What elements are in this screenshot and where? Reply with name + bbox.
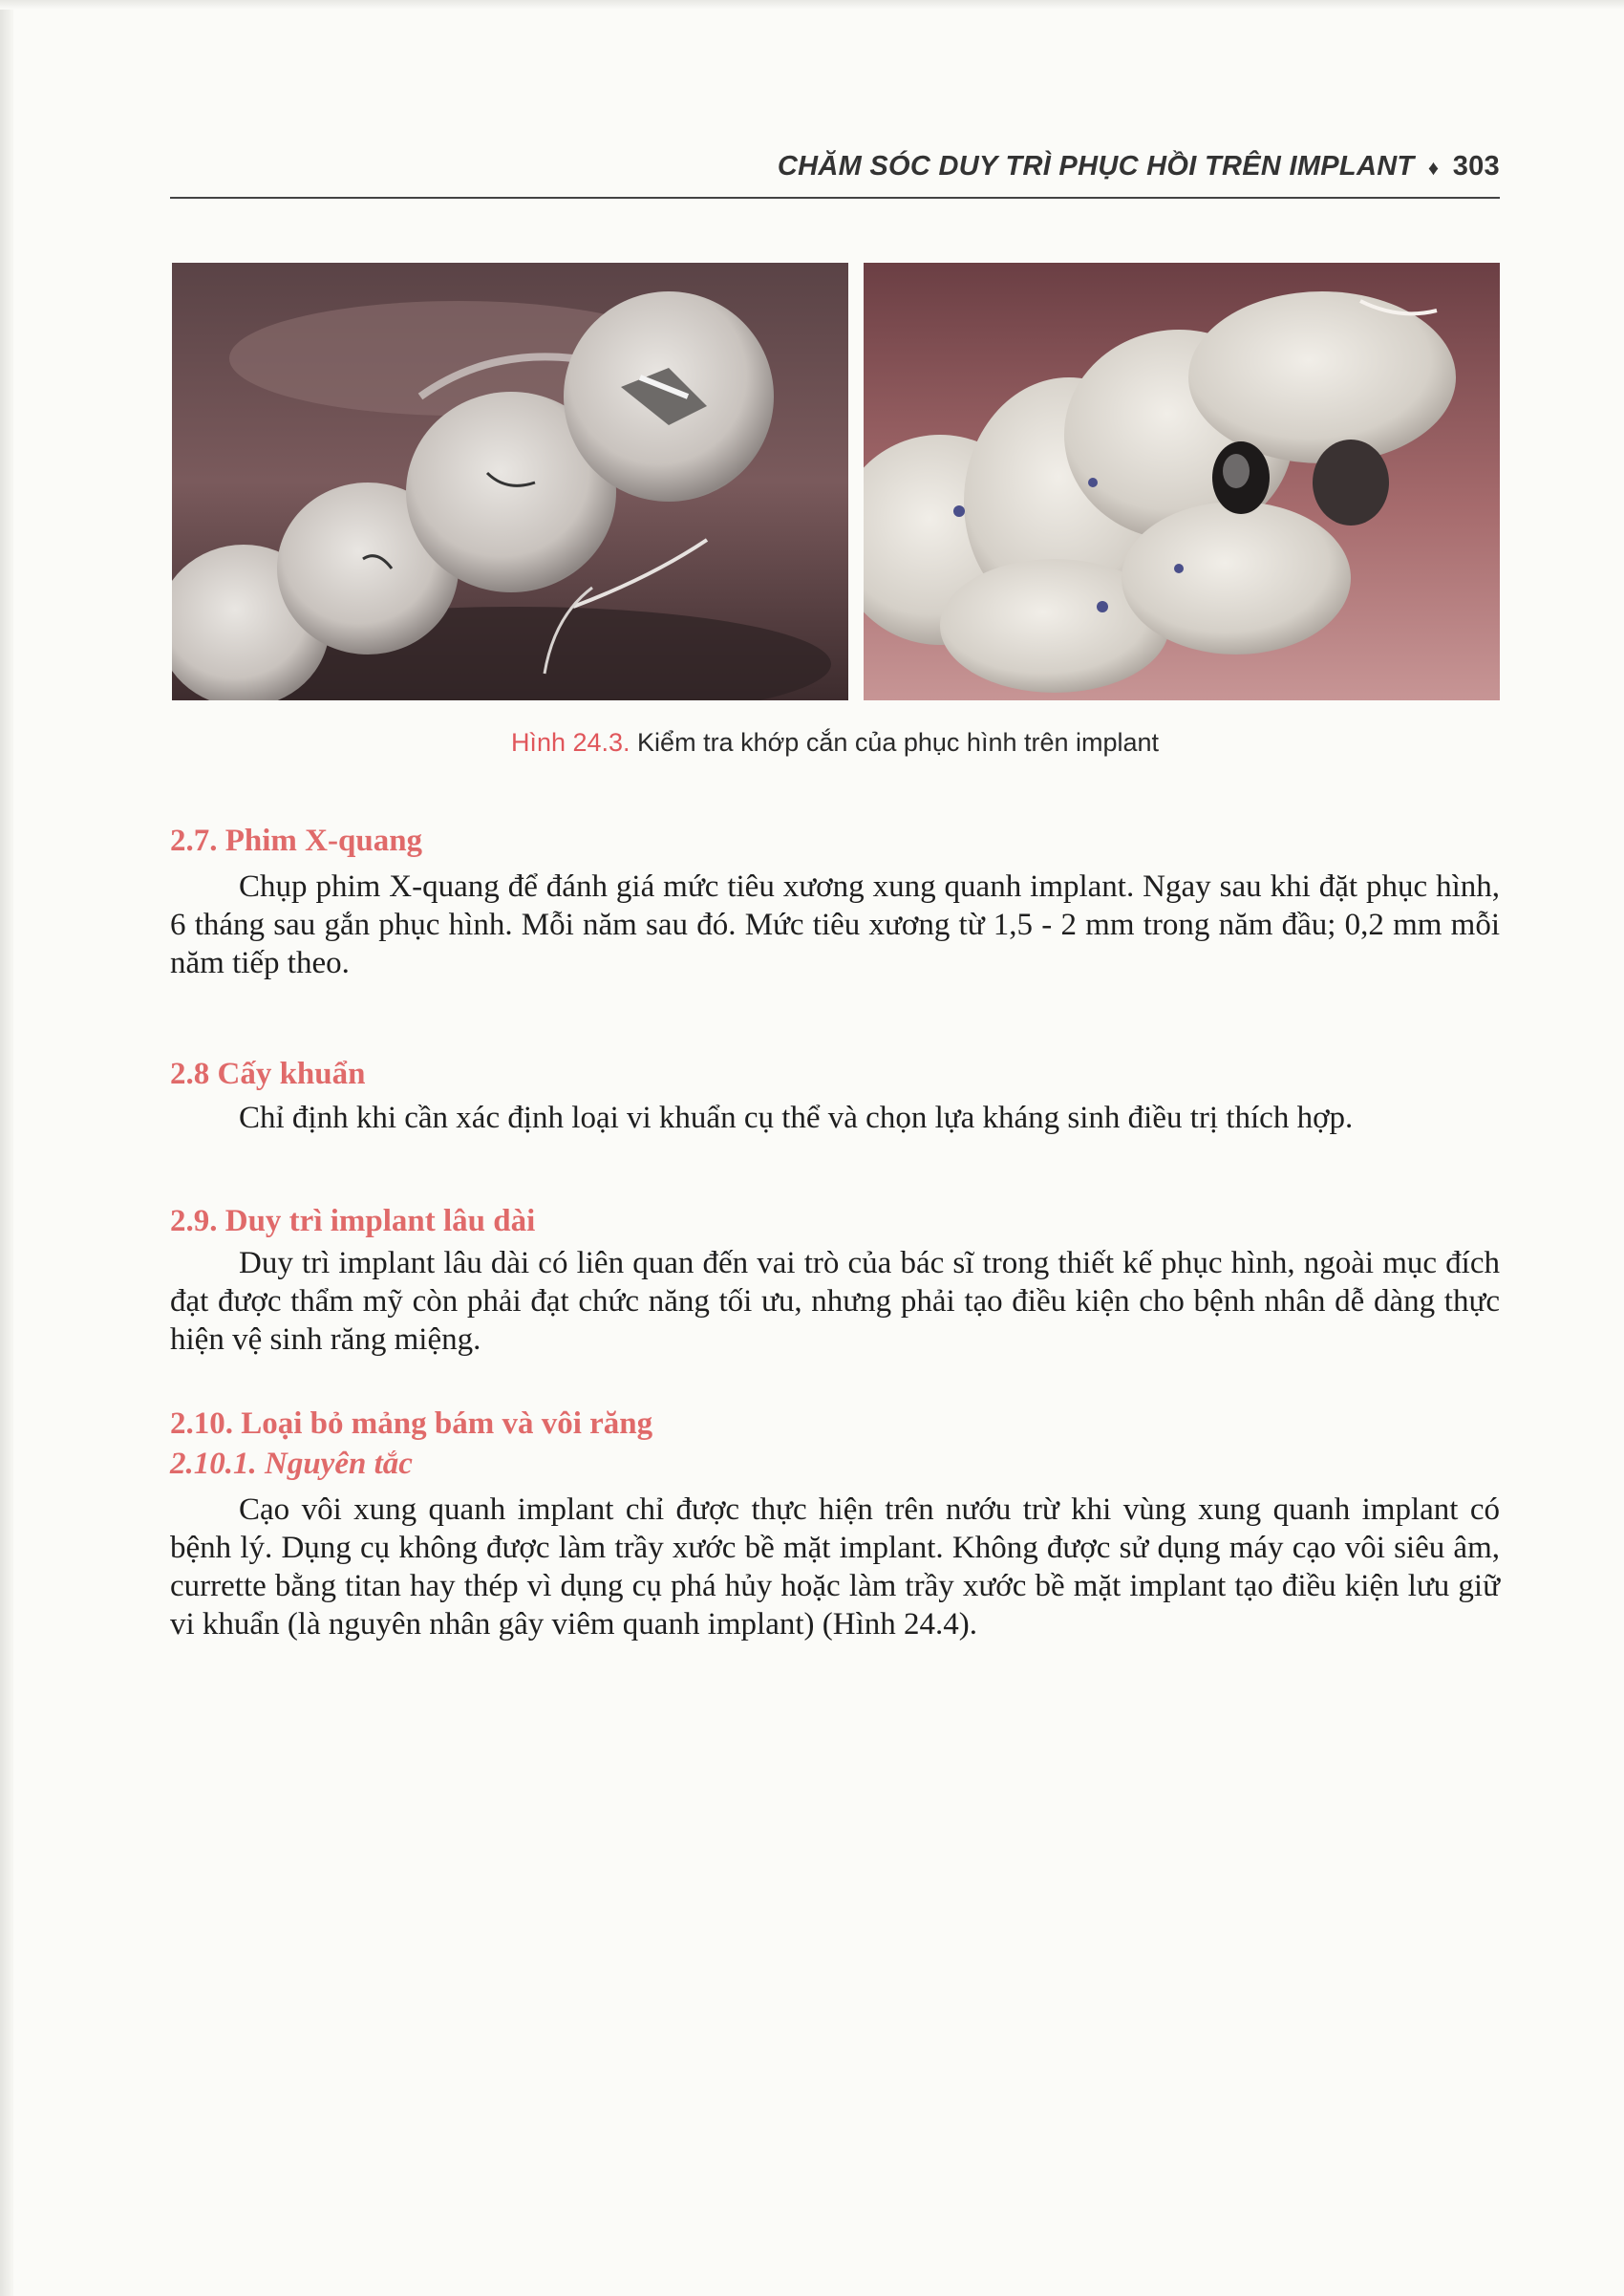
occlusion-check-photo-icon <box>172 263 848 700</box>
section-heading: 2.9. Duy trì implant lâu dài <box>170 1204 536 1238</box>
subsection-heading: 2.10.1. Nguyên tắc <box>170 1447 413 1481</box>
chapter-title: CHĂM SÓC DUY TRÌ PHỤC HỒI TRÊN IMPLANT <box>777 151 1415 182</box>
header-rule <box>170 197 1500 199</box>
section-paragraph: Chụp phim X-quang để đánh giá mức tiêu xương xung quanh implant. Ngay sau khi đặt phục hình, 6 tháng sau gắn phục hình. Mỗi năm sau đó. Mức tiêu xương từ 1,5 - 2 mm trong năm đầu; 0,2 mm mỗi năm tiếp theo. <box>170 869 1500 980</box>
implant-crown-photo-icon <box>864 263 1500 700</box>
running-header <box>170 151 1500 182</box>
section-heading: 2.10. Loại bỏ mảng bám và vôi răng <box>170 1406 653 1441</box>
scan-edge <box>0 0 13 2296</box>
section-heading: 2.7. Phim X-quang <box>170 824 423 858</box>
section-paragraph: Duy trì implant lâu dài có liên quan đến vai trò của bác sĩ trong thiết kế phục hình, ngoài mục đích đạt được thẩm mỹ còn phải đạt chức năng tối ưu, nhưng phải tạo điều kiện cho bệnh nhân dễ dàng thực hiện vệ sinh răng miệng. <box>170 1246 1500 1357</box>
section-paragraph: Cạo vôi xung quanh implant chỉ được thực hiện trên nướu trừ khi vùng xung quanh implant có bệnh lý. Dụng cụ không được làm trầy xước bề mặt implant. Không được sử dụng máy cạo vôi siêu âm, currette bằng titan hay thép vì dụng cụ phá hủy hoặc làm trầy xước bề mặt implant tạo điều kiện lưu giữ vi khuẩn (là nguyên nhân gây viêm quanh implant) (Hình 24.4). <box>170 1492 1500 1642</box>
scan-edge-top <box>0 0 1624 10</box>
figure-label: Hình 24.3. <box>510 728 630 757</box>
figure-caption-text: Kiểm tra khớp cắn của phục hình trên implant <box>637 728 1160 757</box>
figure-caption <box>170 728 1500 758</box>
section-heading: 2.8 Cấy khuẩn <box>170 1057 366 1091</box>
diamond-separator-icon: ♦ <box>1427 156 1440 180</box>
section-paragraph: Chỉ định khi cần xác định loại vi khuẩn cụ thể và chọn lựa kháng sinh điều trị thích hợp. <box>239 1101 1354 1135</box>
page-number: 303 <box>1452 151 1500 182</box>
